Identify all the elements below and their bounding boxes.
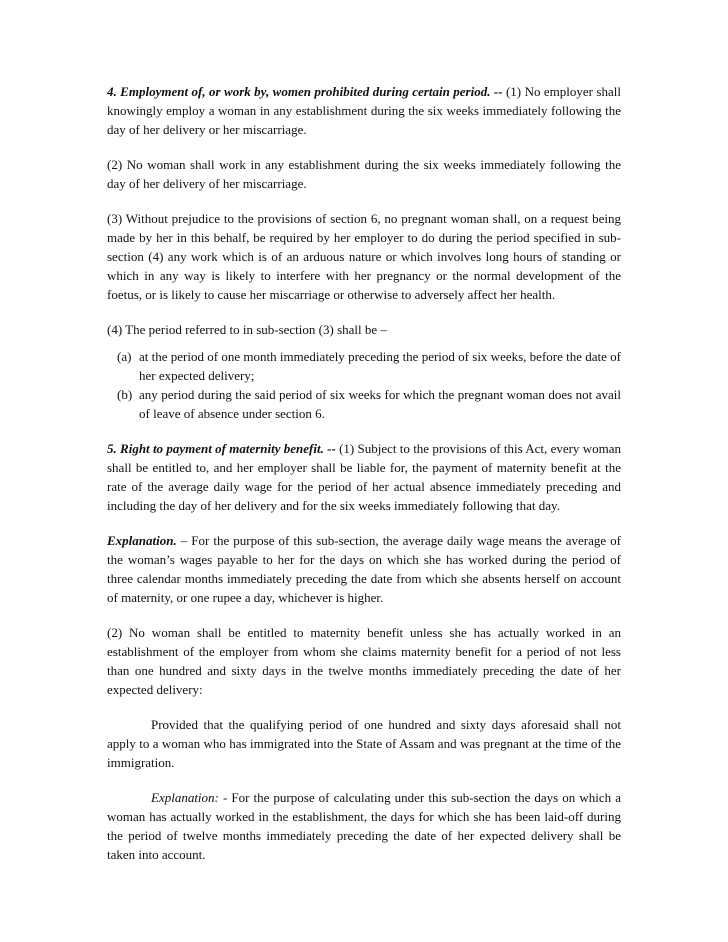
section-5-paragraph-1 bbox=[107, 439, 621, 515]
section-5-explanation-2 bbox=[107, 788, 621, 864]
section-4-clause-list bbox=[107, 347, 621, 423]
list-item-text: at the period of one month immediately preceding the period of six weeks, before the date of her expected delivery; bbox=[139, 349, 621, 383]
section-4-subsection-1: (1) No employer shall knowingly employ a woman in any establishment during the six weeks immediately following the day of her delivery or her miscarriage. bbox=[107, 84, 621, 137]
explanation-label: Explanation. bbox=[107, 533, 177, 548]
section-4-subsection-3: (3) Without prejudice to the provisions of section 6, no pregnant woman shall, on a request being made by her in this behalf, be required by her employer to do during the period specified in sub-section (4) any work which is of an arduous nature or which involves long hours of standing or which in any way is likely to interfere with her pregnancy or the normal development of the foetus, or is likely to cause her miscarriage or otherwise to adversely affect her health. bbox=[107, 211, 621, 302]
list-item-text: any period during the said period of six weeks for which the pregnant woman does not avail of leave of absence under section 6. bbox=[139, 387, 621, 421]
section-4-paragraph-1 bbox=[107, 82, 621, 139]
explanation-label: Explanation: bbox=[151, 790, 219, 805]
explanation-text: – For the purpose of this sub-section, the average daily wage means the average of the woman’s wages payable to her for the days on which she has worked during the period of three calendar months immediately preceding the date from which she absents herself on account of maternity, or one rupee a day, whichever is higher. bbox=[107, 533, 621, 605]
section-5-subsection-2: (2) No woman shall be entitled to maternity benefit unless she has actually worked in an establishment of the employer from whom she claims maternity benefit for a period of not less than one hundred and sixty days in the twelve months immediately preceding the date of her expected delivery: bbox=[107, 625, 621, 697]
section-5-subsection-1: (1) Subject to the provisions of this Act, every woman shall be entitled to, and her employer shall be liable for, the payment of maternity benefit at the rate of the average daily wage for the period of her actual absence immediately preceding and including the day of her delivery and for the six weeks immediately following that day. bbox=[107, 441, 621, 513]
document-page bbox=[107, 82, 621, 880]
list-marker: (a) bbox=[117, 349, 132, 364]
section-5-proviso: Provided that the qualifying period of one hundred and sixty days aforesaid shall not apply to a woman who has immigrated into the State of Assam and was pregnant at the time of the immigration. bbox=[107, 717, 621, 770]
explanation-text: - For the purpose of calculating under this sub-section the days on which a woman has actually worked in the establishment, the days for which she has been laid-off during the period of twelve months immediately preceding the date of her expected delivery shall be taken into account. bbox=[107, 790, 621, 862]
section-5-explanation-1 bbox=[107, 531, 621, 607]
section-4-subsection-2: (2) No woman shall work in any establishment during the six weeks immediately following the day of her delivery of her miscarriage. bbox=[107, 157, 621, 191]
list-marker: (b) bbox=[117, 387, 133, 402]
list-item bbox=[107, 385, 621, 423]
section-4-heading: 4. Employment of, or work by, women prohibited during certain period. -- bbox=[107, 84, 503, 99]
section-4-subsection-4: (4) The period referred to in sub-section (3) shall be – bbox=[107, 322, 387, 337]
list-item bbox=[107, 347, 621, 385]
section-5-heading: 5. Right to payment of maternity benefit. -- bbox=[107, 441, 336, 456]
